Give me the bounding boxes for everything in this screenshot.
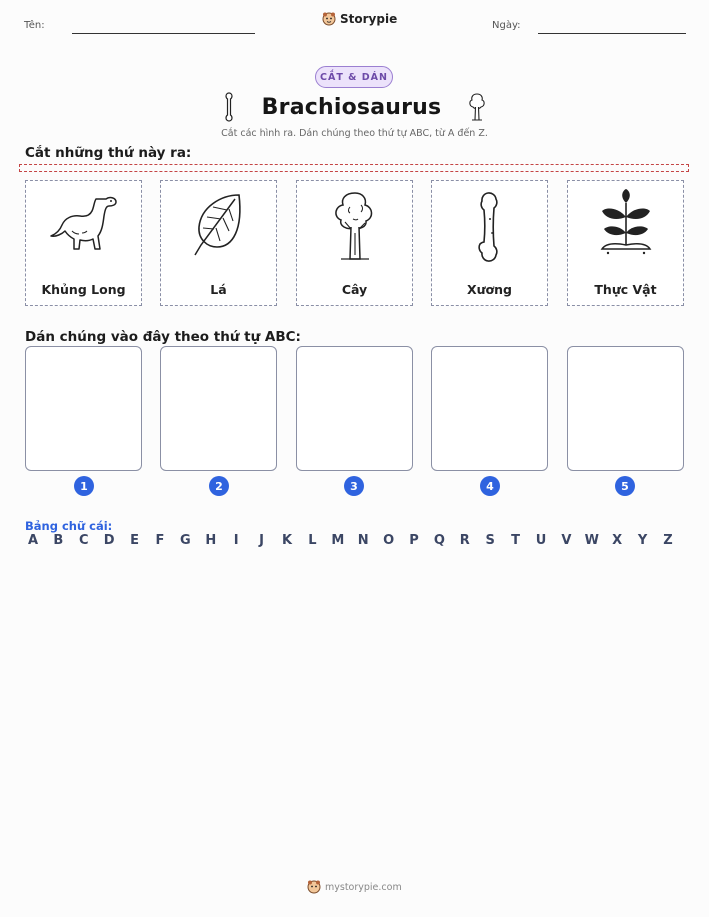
brand-logo (322, 12, 397, 26)
cutout-card-dinosaur[interactable] (25, 180, 142, 306)
alphabet-letter: N (357, 533, 369, 548)
alphabet-letter: U (535, 533, 547, 548)
alphabet-letter: P (409, 533, 419, 548)
slot-number-4: 4 (480, 476, 500, 496)
card-label: Lá (210, 282, 227, 297)
alphabet-letter: E (130, 533, 140, 548)
alphabet-letter: M (331, 533, 345, 548)
cutout-card-tree[interactable] (296, 180, 413, 306)
card-label: Cây (341, 282, 368, 297)
alphabet-letter: J (259, 533, 265, 548)
paste-slot-3[interactable] (296, 346, 413, 471)
alphabet-letter: D (103, 533, 115, 548)
alphabet-letter: G (180, 533, 191, 548)
instructions: Cắt các hình ra. Dán chúng theo thứ tự ABC, từ A đến Z. (221, 128, 488, 139)
cutout-card-plant[interactable] (567, 180, 684, 306)
alphabet-letter: X (612, 533, 623, 548)
alphabet-letter: F (155, 533, 165, 548)
card-label: Xương (467, 282, 512, 297)
paste-slot-4[interactable] (431, 346, 548, 471)
tree-icon (467, 92, 487, 122)
alphabet-letter: R (459, 533, 470, 548)
paste-slot-2[interactable] (160, 346, 277, 471)
alphabet-letter: W (584, 533, 599, 548)
alphabet-letter: V (561, 533, 572, 548)
plant-icon (594, 189, 658, 261)
alphabet-letter: L (308, 533, 317, 548)
tree-icon (325, 189, 385, 265)
paste-heading: Dán chúng vào đây theo thứ tự ABC: (25, 329, 301, 345)
alphabet-letter: C (79, 533, 89, 548)
alphabet-letter: K (281, 533, 293, 548)
alphabet-letter: Q (433, 533, 445, 548)
cut-line (19, 164, 689, 172)
alphabet-letter: Z (663, 533, 673, 548)
name-line (72, 33, 255, 34)
date-line (538, 33, 686, 34)
alphabet-letter: A (27, 533, 39, 548)
footer (307, 880, 402, 894)
alphabet-letter: I (233, 533, 239, 548)
card-label: Thực Vật (594, 282, 657, 297)
cutout-card-leaf[interactable] (160, 180, 277, 306)
paste-slot-5[interactable] (567, 346, 684, 471)
alphabet-row (27, 533, 687, 551)
bone-icon (470, 189, 510, 265)
alphabet-letter: Y (637, 533, 648, 548)
alphabet-letter: O (383, 533, 395, 548)
brand-name: Storypie (340, 12, 398, 26)
cut-heading: Cắt những thứ này ra: (25, 145, 192, 161)
dinosaur-icon (48, 189, 120, 261)
alphabet-letter: H (205, 533, 217, 548)
activity-badge: CẮT & DÁN (315, 66, 393, 88)
slot-number-5: 5 (615, 476, 635, 496)
page-title (0, 92, 709, 128)
slot-number-2: 2 (209, 476, 229, 496)
slot-number-1: 1 (74, 476, 94, 496)
alphabet-letter: B (53, 533, 64, 548)
leaf-icon (183, 189, 255, 261)
date-label: Ngày: (492, 20, 521, 31)
storypie-logo-icon (322, 12, 336, 26)
card-label: Khủng Long (41, 282, 126, 297)
paste-slot-1[interactable] (25, 346, 142, 471)
slot-number-3: 3 (344, 476, 364, 496)
title-text: Brachiosaurus (261, 94, 442, 120)
alphabet-letter: T (511, 533, 521, 548)
bone-icon (222, 92, 236, 122)
alphabet-heading: Bảng chữ cái: (25, 519, 113, 533)
storypie-logo-icon (307, 880, 321, 894)
name-label: Tên: (24, 20, 45, 31)
footer-url: mystorypie.com (325, 881, 402, 893)
cutout-card-bone[interactable] (431, 180, 548, 306)
alphabet-letter: S (485, 533, 495, 548)
